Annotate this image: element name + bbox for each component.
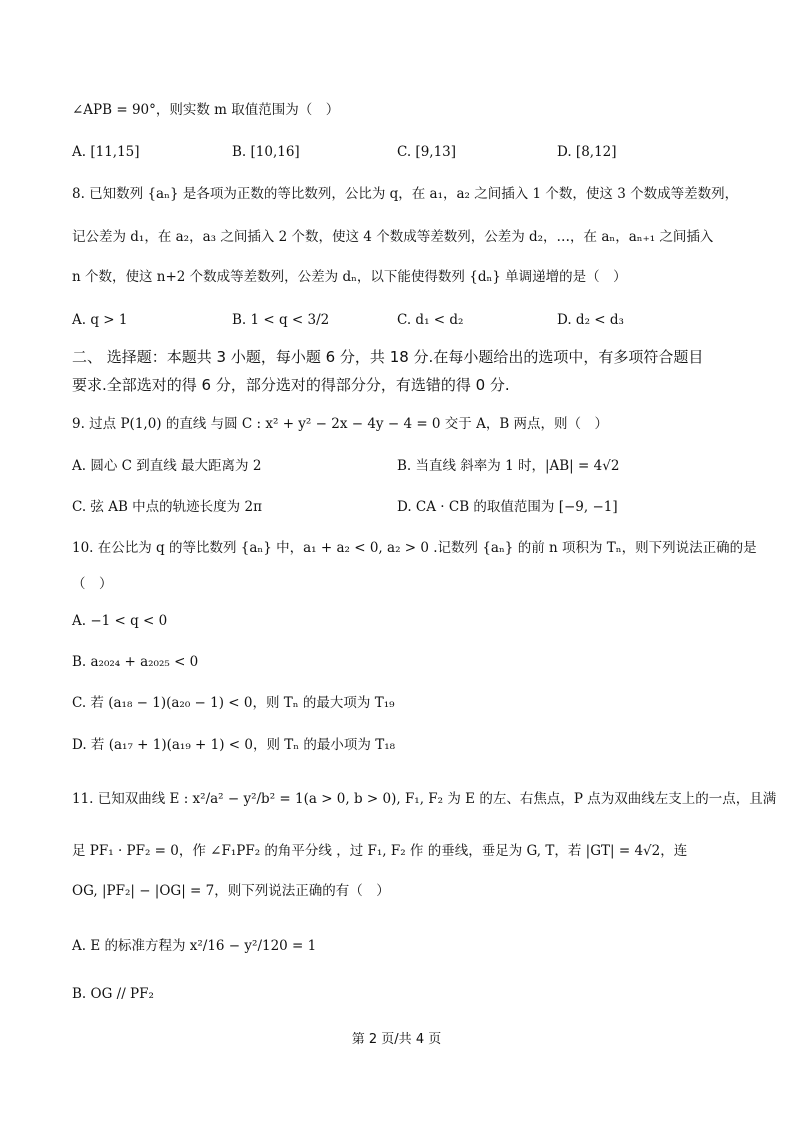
q8-option-c: C. d₁ < d₂ bbox=[397, 312, 464, 328]
q10-stem-paren: （ ） bbox=[72, 576, 113, 592]
q11-stem-line-3: OG, |PF₂| − |OG| = 7，则下列说法正确的有（ ） bbox=[72, 883, 390, 899]
q7-option-b: B. [10,16] bbox=[232, 144, 300, 160]
q10-option-d: D. 若 (a₁₇ + 1)(a₁₉ + 1) < 0，则 Tₙ 的最小项为 T₁₈ bbox=[72, 737, 396, 753]
q11-stem-line-1: 11. 已知双曲线 E : x²/a² − y²/b² = 1(a > 0, b > 0), F₁, F₂ 为 E 的左、右焦点，P 点为双曲线左支上的一点，且满 bbox=[72, 791, 777, 807]
q8-option-b: B. 1 < q < 3/2 bbox=[232, 312, 330, 328]
q9-option-c: C. 弦 AB 中点的轨迹长度为 2π bbox=[72, 499, 262, 515]
q8-stem-line-2: 记公差为 d₁，在 a₂，a₃ 之间插入 2 个数，使这 4 个数成等差数列，公差为 d₂，…，在 aₙ，aₙ₊₁ 之间插入 bbox=[72, 229, 714, 245]
q11-stem-line-2: 足 PF₁ · PF₂ = 0，作 ∠F₁PF₂ 的角平分线 ，过 F₁, F₂ 作 的垂线，垂足为 G, T，若 |GT| = 4√2，连 bbox=[72, 843, 688, 859]
q11-option-a: A. E 的标准方程为 x²/16 − y²/120 = 1 bbox=[72, 938, 317, 954]
q11-option-b: B. OG // PF₂ bbox=[72, 986, 154, 1002]
q8-option-a: A. q > 1 bbox=[72, 312, 128, 328]
q7-option-d: D. [8,12] bbox=[557, 144, 617, 160]
q10-option-b: B. a₂₀₂₄ + a₂₀₂₅ < 0 bbox=[72, 654, 199, 670]
q9-option-b: B. 当直线 斜率为 1 时，|AB| = 4√2 bbox=[397, 458, 620, 474]
page-footer: 第 2 页/共 4 页 bbox=[351, 1032, 442, 1047]
q8-option-d: D. d₂ < d₃ bbox=[557, 312, 624, 328]
q9-option-a: A. 圆心 C 到直线 最大距离为 2 bbox=[72, 458, 262, 474]
q10-option-c: C. 若 (a₁₈ − 1)(a₂₀ − 1) < 0，则 Tₙ 的最大项为 T₁₉ bbox=[72, 695, 395, 711]
q7-stem-tail: ∠APB = 90°，则实数 m 取值范围为（ ） bbox=[72, 102, 340, 118]
q10-stem: 10. 在公比为 q 的等比数列 {aₙ} 中，a₁ + a₂ < 0, a₂ > 0 .记数列 {aₙ} 的前 n 项积为 Tₙ，则下列说法正确的是 bbox=[72, 540, 757, 556]
q9-stem: 9. 过点 P(1,0) 的直线 与圆 C : x² + y² − 2x − 4y − 4 = 0 交于 A，B 两点，则（ ） bbox=[72, 416, 609, 432]
q8-stem-line-3: n 个数，使这 n+2 个数成等差数列，公差为 dₙ，以下能使得数列 {dₙ} 单调递增的是（ ） bbox=[72, 269, 627, 285]
section2-heading-line-1: 二、 选择题：本题共 3 小题，每小题 6 分，共 18 分.在每小题给出的选项中，有多项符合题目 bbox=[72, 348, 704, 366]
q7-option-a: A. [11,15] bbox=[72, 144, 140, 160]
q9-option-d: D. CA · CB 的取值范围为 [−9, −1] bbox=[397, 499, 618, 515]
q10-option-a: A. −1 < q < 0 bbox=[72, 613, 168, 629]
q7-option-c: C. [9,13] bbox=[397, 144, 457, 160]
q8-stem-line-1: 8. 已知数列 {aₙ} 是各项为正数的等比数列，公比为 q，在 a₁，a₂ 之间插入 1 个数，使这 3 个数成等差数列， bbox=[72, 186, 739, 202]
section2-heading-line-2: 要求.全部选对的得 6 分，部分选对的得部分分，有选错的得 0 分. bbox=[72, 376, 510, 394]
